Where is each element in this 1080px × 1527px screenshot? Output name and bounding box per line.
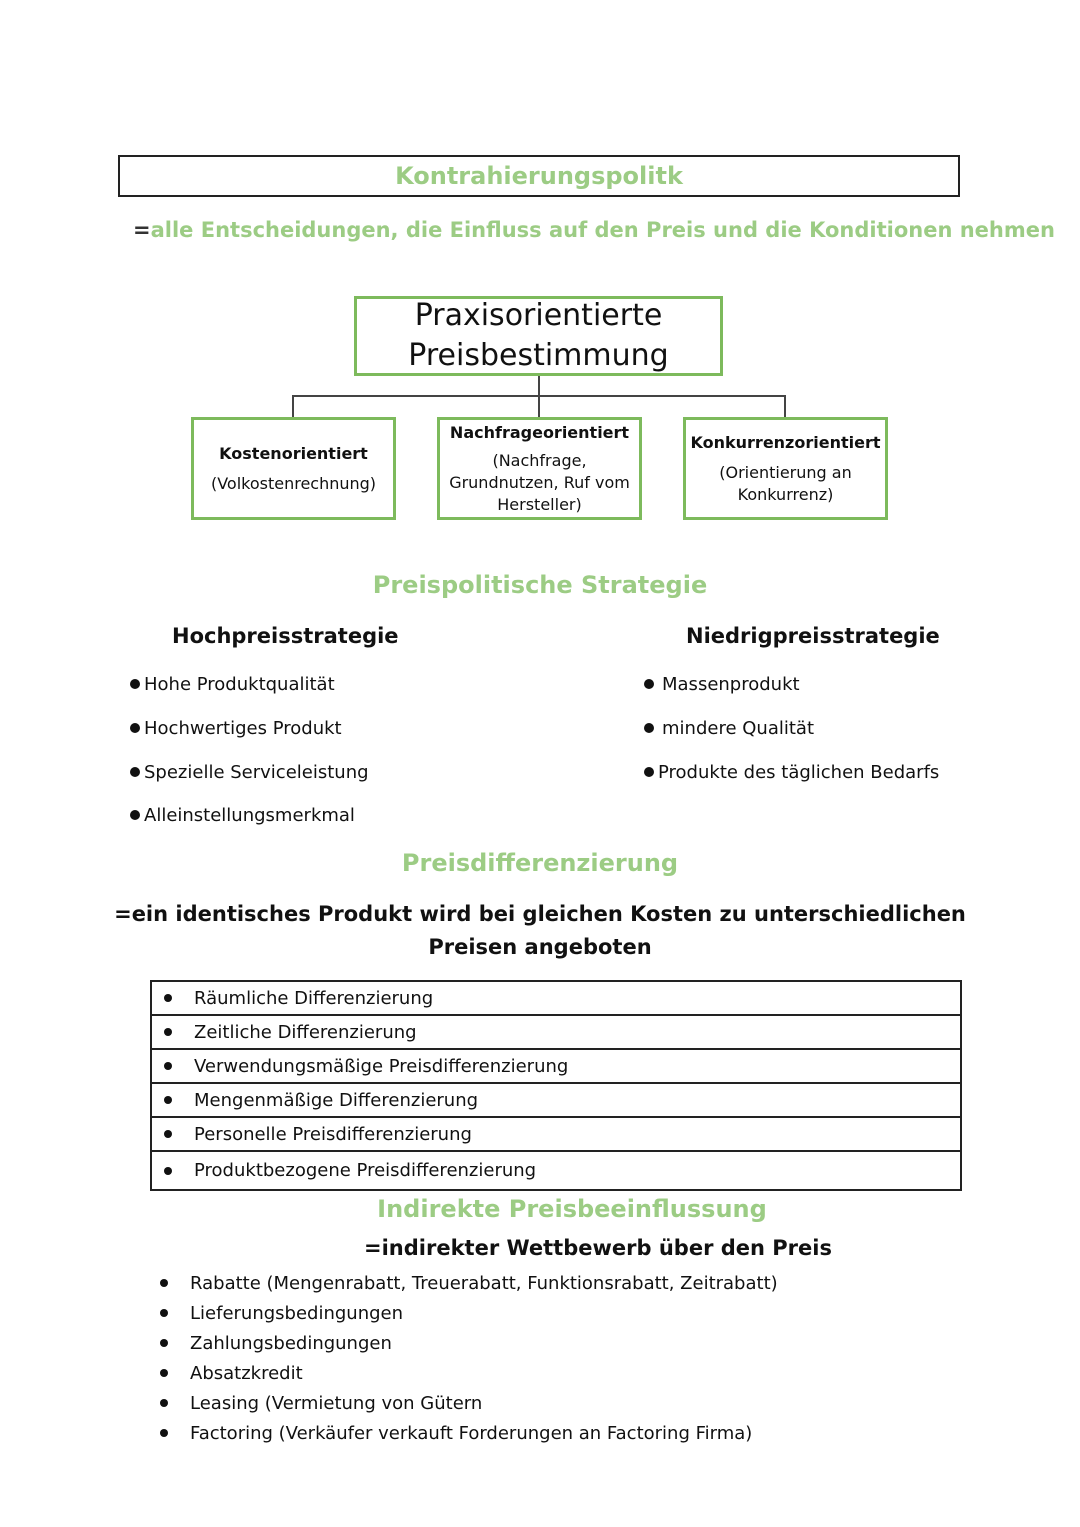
bullet-icon	[164, 994, 172, 1002]
high-price-heading: Hochpreisstrategie	[172, 624, 399, 648]
child-heading: Nachfrageorientiert	[449, 422, 630, 442]
list-item: Zahlungsbedingungen	[160, 1328, 778, 1358]
child-detail: (Volkostenrechnung)	[210, 473, 377, 493]
child-detail: (Orientierung an Konkurrenz)	[719, 462, 852, 504]
bullet-icon	[160, 1339, 168, 1347]
root-line-2: Preisbestimmung	[408, 338, 669, 373]
child-heading: Kostenorientiert	[219, 443, 368, 463]
bullet-icon	[164, 1028, 172, 1036]
high-item: Spezielle Serviceleistung	[130, 762, 369, 783]
bullet-icon	[160, 1309, 168, 1317]
table-row: Räumliche Differenzierung	[152, 982, 960, 1016]
bullet-icon	[164, 1130, 172, 1138]
bullet-icon	[644, 723, 654, 733]
bullet-icon	[644, 679, 654, 689]
list-item: Leasing (Vermietung von Gütern	[160, 1388, 778, 1418]
low-item: Produkte des täglichen Bedarfs	[644, 762, 939, 783]
low-item: mindere Qualität	[644, 718, 814, 739]
list-item: Absatzkredit	[160, 1358, 778, 1388]
connector-horizontal	[292, 395, 786, 397]
bullet-icon	[130, 810, 140, 820]
high-item: Hochwertiges Produkt	[130, 718, 342, 739]
page-title: Kontrahierungspolitk	[395, 162, 683, 190]
definition-line-1: =ein identisches Produkt wird bei gleichen Kosten zu unterschiedlichen	[114, 902, 966, 926]
definition-line	[133, 218, 1055, 242]
high-item: Hohe Produktqualität	[130, 674, 335, 695]
differentiation-table	[150, 980, 962, 1191]
diagram-root-box	[354, 296, 723, 376]
list-item: Rabatte (Mengenrabatt, Treuerabatt, Funktionsrabatt, Zeitrabatt)	[160, 1268, 778, 1298]
table-row: Mengenmäßige Differenzierung	[152, 1084, 960, 1118]
diagram-child-kosten	[191, 417, 396, 520]
table-row: Zeitliche Differenzierung	[152, 1016, 960, 1050]
bullet-icon	[160, 1429, 168, 1437]
low-price-heading: Niedrigpreisstrategie	[686, 624, 940, 648]
indirect-list	[160, 1268, 778, 1448]
strategy-heading: Preispolitische Strategie	[372, 571, 708, 599]
bullet-icon	[164, 1167, 172, 1175]
list-item: Factoring (Verkäufer verkauft Forderungen an Factoring Firma)	[160, 1418, 778, 1448]
bullet-icon	[130, 723, 140, 733]
bullet-icon	[164, 1062, 172, 1070]
definition-prefix: =	[133, 218, 151, 242]
diagram-child-nachfrage	[437, 417, 642, 520]
connector-left	[292, 395, 294, 417]
diagram-child-konkurrenz	[683, 417, 888, 520]
indirect-heading: Indirekte Preisbeeinflussung	[377, 1195, 767, 1223]
table-row: Verwendungsmäßige Preisdifferenzierung	[152, 1050, 960, 1084]
root-line-1: Praxisorientierte	[414, 298, 663, 333]
child-detail: (Nachfrage, Grundnutzen, Ruf vom Hersteller)	[449, 450, 630, 514]
child-heading: Konkurrenzorientiert	[690, 432, 881, 452]
list-item: Lieferungsbedingungen	[160, 1298, 778, 1328]
bullet-icon	[160, 1369, 168, 1377]
low-item: Massenprodukt	[644, 674, 800, 695]
definition-line-2: Preisen angeboten	[428, 935, 652, 959]
bullet-icon	[130, 767, 140, 777]
high-item: Alleinstellungsmerkmal	[130, 805, 355, 826]
differentiation-definition	[0, 898, 1080, 964]
bullet-icon	[130, 679, 140, 689]
table-row: Produktbezogene Preisdifferenzierung	[152, 1152, 960, 1189]
connector-right	[784, 395, 786, 417]
table-row: Personelle Preisdifferenzierung	[152, 1118, 960, 1152]
title-box	[118, 155, 960, 197]
indirect-definition: =indirekter Wettbewerb über den Preis	[364, 1236, 832, 1260]
bullet-icon	[164, 1096, 172, 1104]
bullet-icon	[644, 767, 654, 777]
bullet-icon	[160, 1279, 168, 1287]
bullet-icon	[160, 1399, 168, 1407]
differentiation-heading: Preisdifferenzierung	[401, 849, 679, 877]
definition-text: alle Entscheidungen, die Einfluss auf den Preis und die Konditionen nehmen	[150, 218, 1055, 242]
